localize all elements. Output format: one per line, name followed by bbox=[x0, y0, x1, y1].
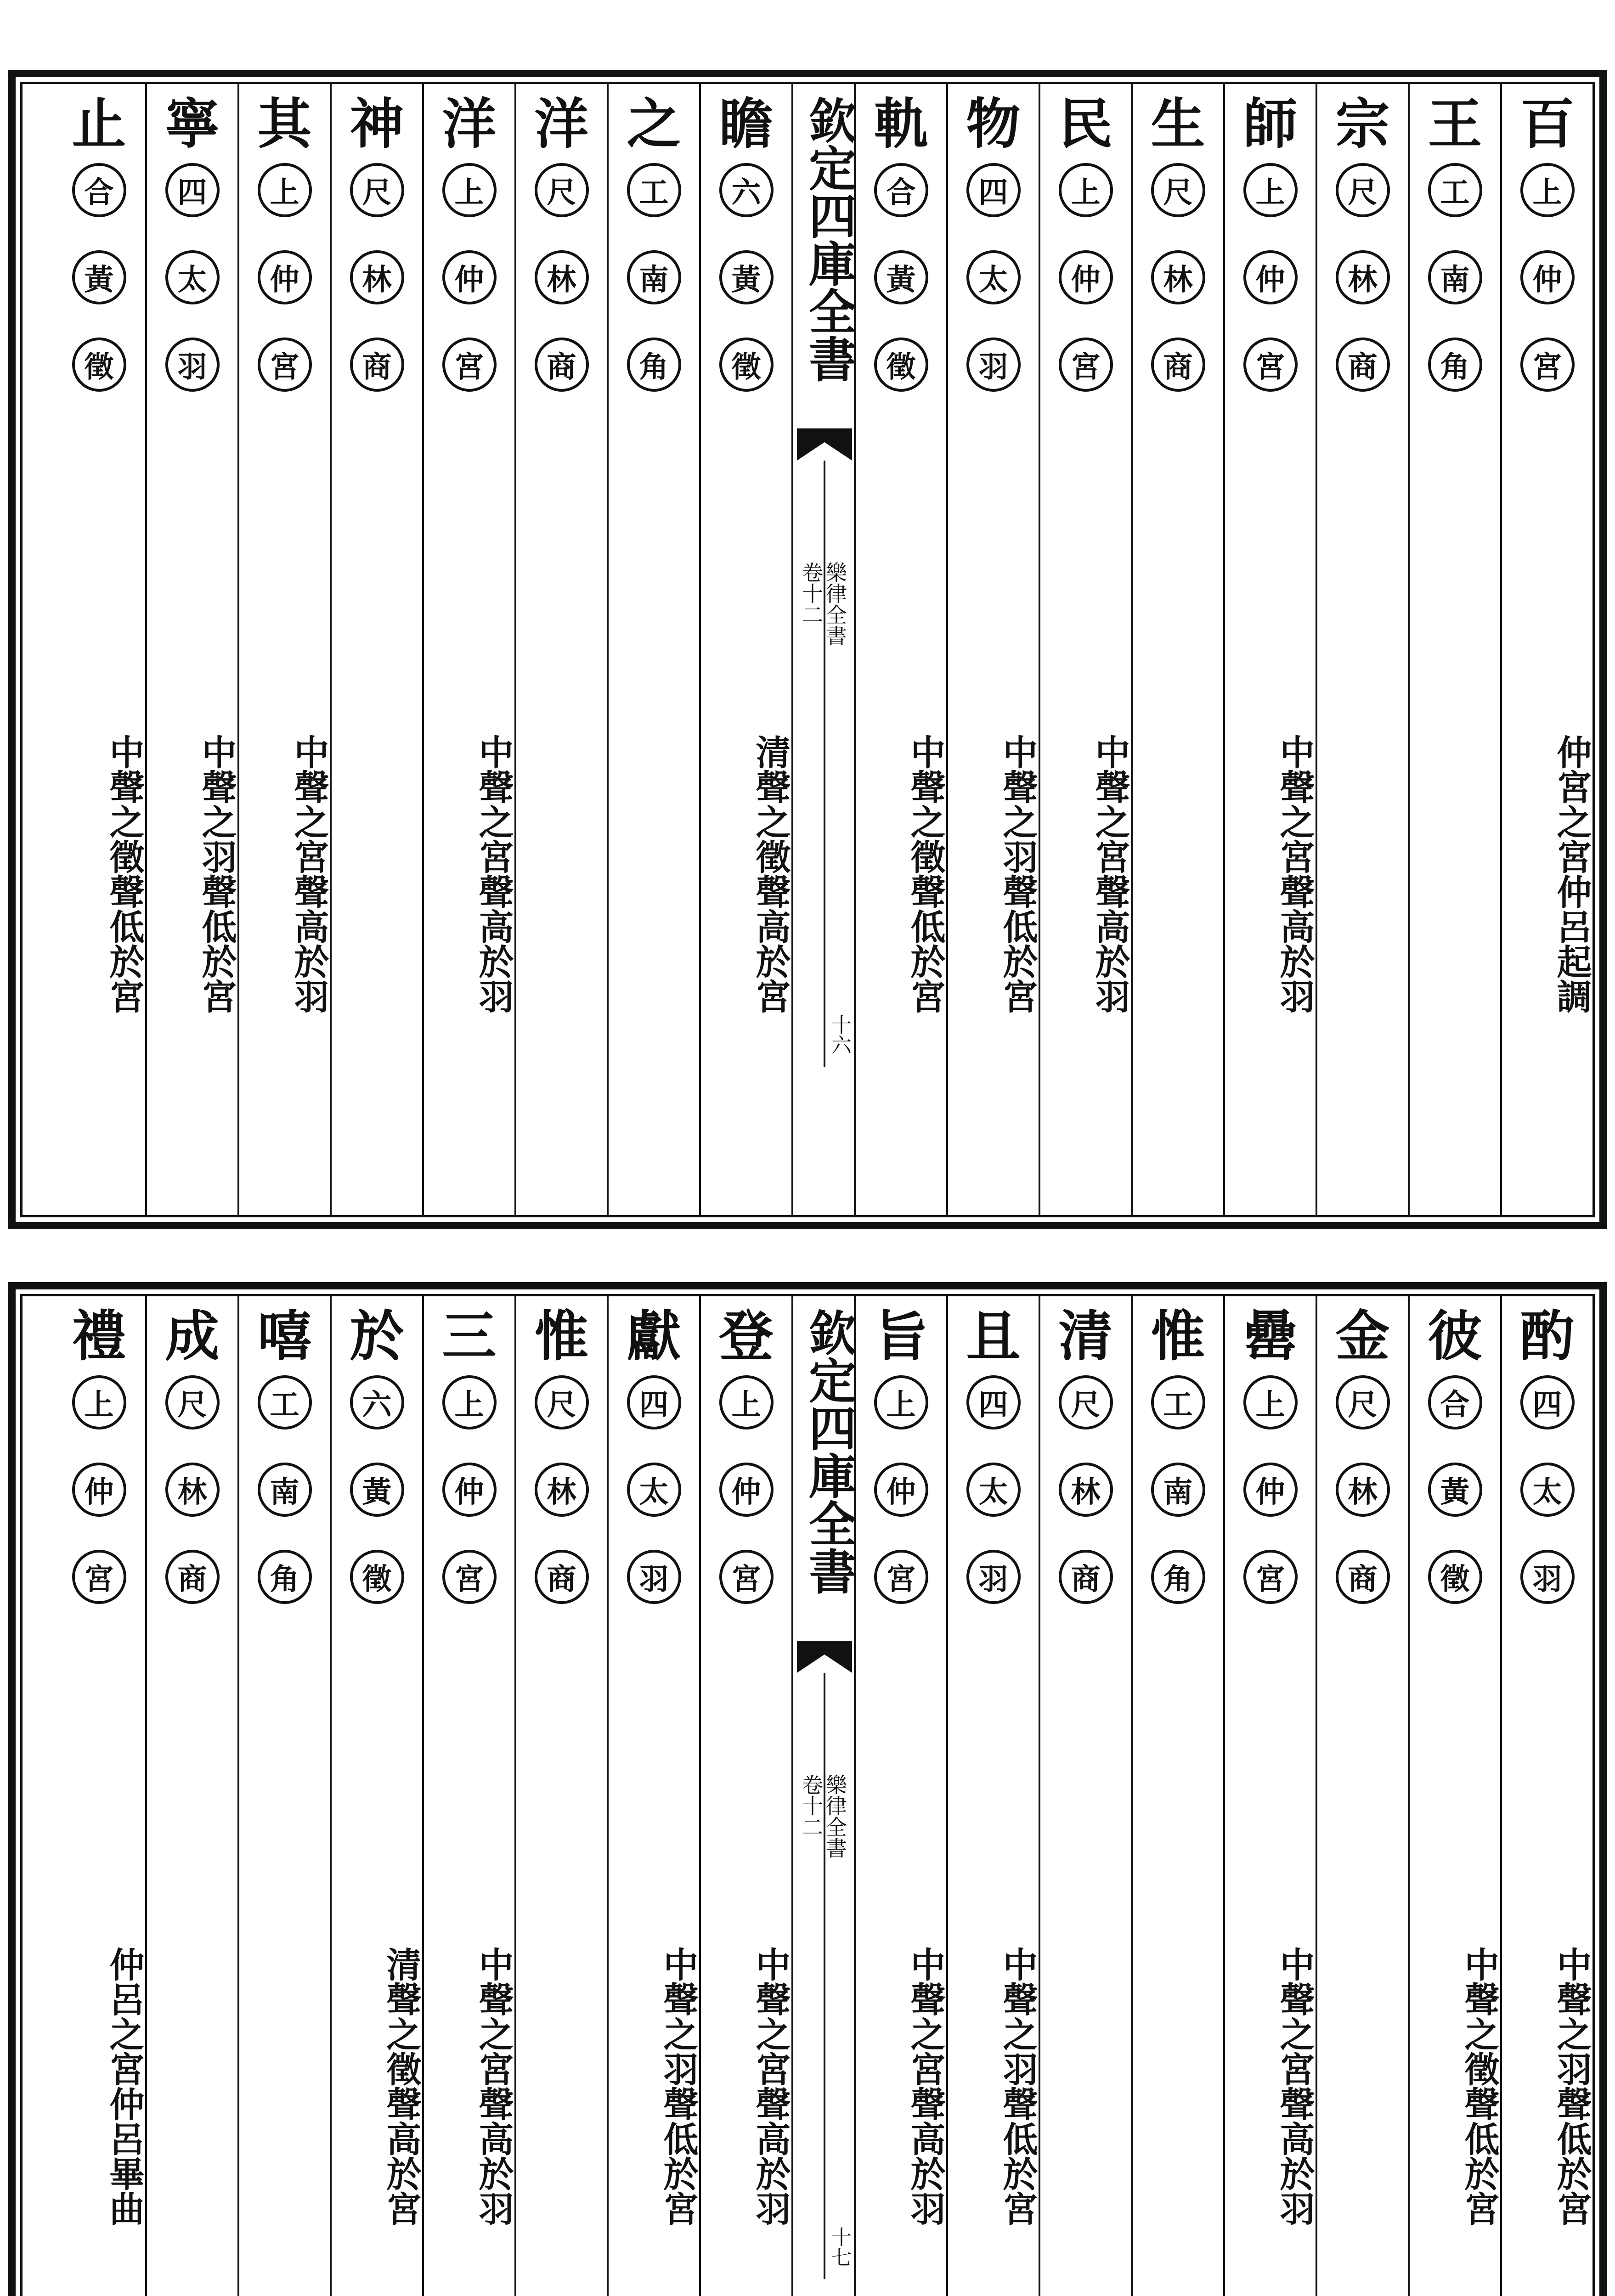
text-column bbox=[145, 1296, 237, 2296]
notation-circle: 宮 bbox=[1059, 338, 1113, 392]
lyric-character: 洋 bbox=[534, 92, 589, 156]
lyric-character: 之 bbox=[627, 92, 681, 156]
notation-circle: 黃 bbox=[350, 1463, 404, 1517]
text-column bbox=[1316, 84, 1408, 1215]
notation-circles bbox=[609, 1375, 699, 1637]
notation-circle: 仲 bbox=[1520, 250, 1575, 304]
lyric-character: 軌 bbox=[874, 92, 928, 156]
notation-circles bbox=[53, 163, 145, 425]
lyric-character: 酌 bbox=[1520, 1304, 1575, 1368]
lyric-character: 瞻 bbox=[719, 92, 774, 156]
notation-circles bbox=[1317, 163, 1408, 425]
notation-circle: 商 bbox=[350, 338, 404, 392]
annotation-note: 中聲之宮聲高於羽 bbox=[750, 1947, 791, 2226]
annotation-note: 清聲之徵聲高於宮 bbox=[750, 734, 791, 1013]
text-column bbox=[854, 1296, 946, 2296]
lyric-character: 罍 bbox=[1243, 1304, 1298, 1368]
lyric-character: 金 bbox=[1335, 1304, 1390, 1368]
notation-circle: 工 bbox=[1151, 1375, 1205, 1429]
notation-circle: 商 bbox=[1151, 338, 1205, 392]
text-column bbox=[946, 1296, 1039, 2296]
lyric-character: 嘻 bbox=[257, 1304, 312, 1368]
notation-circle: 林 bbox=[165, 1463, 220, 1517]
book-title: 欽定四庫全書 bbox=[801, 1308, 857, 1595]
notation-circle: 仲 bbox=[1243, 250, 1298, 304]
annotation-note: 中聲之羽聲低於宮 bbox=[997, 1947, 1038, 2226]
notation-circle: 尺 bbox=[165, 1375, 220, 1429]
annotation-note: 中聲之羽聲低於宮 bbox=[658, 1947, 699, 2226]
center-fold-column bbox=[791, 1296, 857, 2296]
annotation-note: 中聲之宮聲高於羽 bbox=[1274, 1947, 1315, 2226]
notation-circles bbox=[701, 163, 791, 425]
text-column bbox=[699, 1296, 791, 2296]
lyric-character: 生 bbox=[1151, 92, 1205, 156]
text-column bbox=[854, 84, 946, 1215]
notation-circles bbox=[948, 163, 1039, 425]
notation-circles bbox=[147, 163, 237, 425]
folio-number: 十七 bbox=[828, 2227, 851, 2267]
text-column bbox=[607, 1296, 699, 2296]
notation-circles bbox=[332, 163, 422, 425]
lyric-character: 其 bbox=[257, 92, 312, 156]
notation-circle: 商 bbox=[1336, 1550, 1390, 1604]
notation-circle: 太 bbox=[966, 1463, 1021, 1517]
text-column bbox=[1408, 1296, 1500, 2296]
notation-circle: 商 bbox=[165, 1550, 220, 1604]
notation-circles bbox=[1502, 1375, 1592, 1637]
notation-circle: 上 bbox=[874, 1375, 928, 1429]
lyric-character: 三 bbox=[442, 1304, 497, 1368]
annotation-note: 中聲之徵聲低於宮 bbox=[104, 734, 145, 1013]
notation-circle: 合 bbox=[72, 163, 126, 217]
bottom-page-inner-frame bbox=[20, 1294, 1595, 2296]
notation-circle: 仲 bbox=[442, 1463, 497, 1517]
annotation-note: 中聲之宮聲高於羽 bbox=[1274, 734, 1315, 1013]
text-column bbox=[330, 84, 422, 1215]
bottom-page bbox=[8, 1282, 1607, 2296]
annotation-note: 仲呂之宮仲呂畢曲 bbox=[104, 1947, 145, 2226]
notation-circles bbox=[1502, 163, 1592, 425]
notation-circle: 商 bbox=[1059, 1550, 1113, 1604]
notation-circle: 徵 bbox=[874, 338, 928, 392]
notation-circle: 林 bbox=[535, 1463, 589, 1517]
notation-circle: 尺 bbox=[1151, 163, 1205, 217]
notation-circle: 上 bbox=[442, 1375, 497, 1429]
text-column bbox=[1131, 1296, 1223, 2296]
annotation-note: 中聲之羽聲低於宮 bbox=[1551, 1947, 1592, 2226]
notation-circle: 商 bbox=[535, 1550, 589, 1604]
lyric-character: 神 bbox=[350, 92, 404, 156]
notation-circle: 羽 bbox=[627, 1550, 681, 1604]
lyric-character: 禮 bbox=[72, 1304, 126, 1368]
text-column bbox=[53, 1296, 145, 2296]
text-column bbox=[514, 84, 607, 1215]
text-column bbox=[1408, 84, 1500, 1215]
notation-circle: 角 bbox=[1151, 1550, 1205, 1604]
annotation-note: 中聲之羽聲低於宮 bbox=[997, 734, 1038, 1013]
notation-circle: 角 bbox=[1428, 338, 1482, 392]
text-column bbox=[1223, 84, 1316, 1215]
notation-circles bbox=[424, 163, 514, 425]
notation-circle: 林 bbox=[1059, 1463, 1113, 1517]
notation-circles bbox=[948, 1375, 1039, 1637]
notation-circle: 仲 bbox=[258, 250, 312, 304]
lyric-character: 物 bbox=[966, 92, 1021, 156]
folio-number: 十六 bbox=[828, 1014, 851, 1055]
notation-circle: 四 bbox=[1520, 1375, 1575, 1429]
notation-circle: 徵 bbox=[1428, 1550, 1482, 1604]
lyric-character: 寧 bbox=[165, 92, 220, 156]
notation-circle: 仲 bbox=[1059, 250, 1113, 304]
notation-circle: 太 bbox=[165, 250, 220, 304]
lyric-character: 於 bbox=[350, 1304, 404, 1368]
notation-circle: 上 bbox=[1243, 163, 1298, 217]
notation-circle: 黃 bbox=[72, 250, 126, 304]
notation-circles bbox=[1225, 163, 1316, 425]
notation-circle: 工 bbox=[258, 1375, 312, 1429]
notation-circle: 宮 bbox=[1243, 338, 1298, 392]
notation-circle: 太 bbox=[966, 250, 1021, 304]
notation-circle: 上 bbox=[719, 1375, 774, 1429]
notation-circle: 宮 bbox=[1243, 1550, 1298, 1604]
notation-circle: 仲 bbox=[719, 1463, 774, 1517]
lyric-character: 百 bbox=[1520, 92, 1575, 156]
notation-circle: 六 bbox=[350, 1375, 404, 1429]
text-column bbox=[422, 1296, 514, 2296]
notation-circles bbox=[1040, 1375, 1131, 1637]
notation-circle: 四 bbox=[966, 1375, 1021, 1429]
notation-circle: 宮 bbox=[874, 1550, 928, 1604]
notation-circle: 羽 bbox=[966, 1550, 1021, 1604]
notation-circle: 宮 bbox=[72, 1550, 126, 1604]
bottom-page-columns bbox=[23, 1296, 1592, 2296]
lyric-character: 洋 bbox=[442, 92, 497, 156]
lyric-character: 惟 bbox=[534, 1304, 589, 1368]
notation-circle: 徵 bbox=[719, 338, 774, 392]
top-page-inner-frame bbox=[20, 82, 1595, 1217]
notation-circle: 商 bbox=[535, 338, 589, 392]
text-column bbox=[53, 84, 145, 1215]
lyric-character: 清 bbox=[1058, 1304, 1113, 1368]
annotation-note: 中聲之宮聲高於羽 bbox=[473, 734, 514, 1013]
notation-circle: 合 bbox=[1428, 1375, 1482, 1429]
notation-circle: 尺 bbox=[1336, 163, 1390, 217]
lyric-character: 王 bbox=[1428, 92, 1482, 156]
notation-circle: 工 bbox=[627, 163, 681, 217]
annotation-note: 中聲之羽聲低於宮 bbox=[196, 734, 237, 1013]
notation-circles bbox=[53, 1375, 145, 1637]
notation-circle: 尺 bbox=[1336, 1375, 1390, 1429]
notation-circle: 仲 bbox=[442, 250, 497, 304]
notation-circle: 上 bbox=[1520, 163, 1575, 217]
notation-circle: 羽 bbox=[165, 338, 220, 392]
notation-circle: 合 bbox=[874, 163, 928, 217]
annotation-note: 中聲之宮聲高於羽 bbox=[1090, 734, 1130, 1013]
notation-circle: 四 bbox=[966, 163, 1021, 217]
book-subtitle: 樂律全書 bbox=[823, 562, 847, 646]
text-column bbox=[237, 84, 330, 1215]
notation-circle: 上 bbox=[1059, 163, 1113, 217]
notation-circle: 南 bbox=[1151, 1463, 1205, 1517]
notation-circle: 宮 bbox=[719, 1550, 774, 1604]
notation-circles bbox=[1040, 163, 1131, 425]
annotation-note: 中聲之宮聲高於羽 bbox=[288, 734, 329, 1013]
notation-circle: 南 bbox=[627, 250, 681, 304]
notation-circles bbox=[239, 1375, 330, 1637]
lyric-character: 止 bbox=[72, 92, 126, 156]
notation-circle: 角 bbox=[627, 338, 681, 392]
notation-circle: 黃 bbox=[719, 250, 774, 304]
top-page bbox=[8, 70, 1607, 1229]
notation-circle: 商 bbox=[1336, 338, 1390, 392]
notation-circles bbox=[516, 1375, 607, 1637]
notation-circle: 南 bbox=[258, 1463, 312, 1517]
notation-circle: 仲 bbox=[1243, 1463, 1298, 1517]
notation-circle: 角 bbox=[258, 1550, 312, 1604]
notation-circle: 林 bbox=[1336, 1463, 1390, 1517]
notation-circle: 上 bbox=[442, 163, 497, 217]
lyric-character: 且 bbox=[966, 1304, 1021, 1368]
notation-circle: 宮 bbox=[1520, 338, 1575, 392]
annotation-note: 中聲之徵聲低於宮 bbox=[905, 734, 946, 1013]
notation-circle: 太 bbox=[1520, 1463, 1575, 1517]
notation-circle: 四 bbox=[627, 1375, 681, 1429]
notation-circle: 羽 bbox=[1520, 1550, 1575, 1604]
text-column bbox=[514, 1296, 607, 2296]
notation-circle: 仲 bbox=[72, 1463, 126, 1517]
text-column bbox=[1223, 1296, 1316, 2296]
book-title: 欽定四庫全書 bbox=[801, 96, 857, 383]
annotation-note: 中聲之宮聲高於羽 bbox=[905, 1947, 946, 2226]
notation-circle: 黃 bbox=[874, 250, 928, 304]
center-rule-line bbox=[824, 1673, 825, 2279]
notation-circles bbox=[701, 1375, 791, 1637]
center-fold-column bbox=[791, 84, 857, 1215]
notation-circle: 徵 bbox=[72, 338, 126, 392]
notation-circles bbox=[147, 1375, 237, 1637]
lyric-character: 惟 bbox=[1151, 1304, 1205, 1368]
notation-circle: 上 bbox=[1243, 1375, 1298, 1429]
notation-circle: 林 bbox=[1336, 250, 1390, 304]
notation-circle: 宮 bbox=[442, 1550, 497, 1604]
annotation-note: 中聲之徵聲低於宮 bbox=[1459, 1947, 1500, 2226]
annotation-note: 中聲之宮聲高於羽 bbox=[473, 1947, 514, 2226]
notation-circles bbox=[1410, 1375, 1500, 1637]
text-column bbox=[1316, 1296, 1408, 2296]
notation-circle: 工 bbox=[1428, 163, 1482, 217]
text-column bbox=[946, 84, 1039, 1215]
annotation-note: 仲宮之宮仲呂起調 bbox=[1551, 734, 1592, 1013]
annotation-note: 清聲之徵聲高於宮 bbox=[381, 1947, 422, 2226]
text-column bbox=[1039, 1296, 1131, 2296]
notation-circles bbox=[1410, 163, 1500, 425]
lyric-character: 旨 bbox=[874, 1304, 928, 1368]
notation-circle: 上 bbox=[258, 163, 312, 217]
lyric-character: 成 bbox=[165, 1304, 220, 1368]
book-subtitle: 樂律全書 bbox=[823, 1774, 847, 1858]
volume-label: 卷十二 bbox=[799, 1774, 824, 1837]
notation-circles bbox=[856, 1375, 946, 1637]
lyric-character: 登 bbox=[719, 1304, 774, 1368]
text-column bbox=[1131, 84, 1223, 1215]
notation-circle: 六 bbox=[719, 163, 774, 217]
notation-circle: 林 bbox=[350, 250, 404, 304]
notation-circles bbox=[609, 163, 699, 425]
center-rule-line bbox=[824, 461, 825, 1067]
notation-circle: 徵 bbox=[350, 1550, 404, 1604]
notation-circle: 尺 bbox=[535, 163, 589, 217]
lyric-character: 彼 bbox=[1428, 1304, 1482, 1368]
notation-circles bbox=[1317, 1375, 1408, 1637]
text-column bbox=[699, 84, 791, 1215]
notation-circles bbox=[239, 163, 330, 425]
notation-circle: 林 bbox=[1151, 250, 1205, 304]
text-column bbox=[1500, 1296, 1592, 2296]
text-column bbox=[1500, 84, 1592, 1215]
text-column bbox=[422, 84, 514, 1215]
notation-circle: 黃 bbox=[1428, 1463, 1482, 1517]
notation-circles bbox=[1133, 163, 1223, 425]
text-column bbox=[607, 84, 699, 1215]
notation-circle: 南 bbox=[1428, 250, 1482, 304]
lyric-character: 獻 bbox=[627, 1304, 681, 1368]
lyric-character: 宗 bbox=[1335, 92, 1390, 156]
notation-circles bbox=[1225, 1375, 1316, 1637]
notation-circle: 尺 bbox=[535, 1375, 589, 1429]
notation-circle: 四 bbox=[165, 163, 220, 217]
notation-circle: 宮 bbox=[258, 338, 312, 392]
text-column bbox=[1039, 84, 1131, 1215]
notation-circle: 仲 bbox=[874, 1463, 928, 1517]
text-column bbox=[330, 1296, 422, 2296]
notation-circle: 太 bbox=[627, 1463, 681, 1517]
notation-circle: 尺 bbox=[350, 163, 404, 217]
notation-circles bbox=[516, 163, 607, 425]
notation-circles bbox=[1133, 1375, 1223, 1637]
volume-label: 卷十二 bbox=[799, 562, 824, 625]
notation-circle: 林 bbox=[535, 250, 589, 304]
text-column bbox=[237, 1296, 330, 2296]
fish-tail-mark-icon bbox=[797, 428, 852, 461]
fish-tail-mark-icon bbox=[797, 1641, 852, 1673]
top-page-columns bbox=[23, 84, 1592, 1215]
notation-circles bbox=[856, 163, 946, 425]
notation-circle: 尺 bbox=[1059, 1375, 1113, 1429]
notation-circles bbox=[332, 1375, 422, 1637]
notation-circles bbox=[424, 1375, 514, 1637]
notation-circle: 羽 bbox=[966, 338, 1021, 392]
text-column bbox=[145, 84, 237, 1215]
lyric-character: 民 bbox=[1058, 92, 1113, 156]
notation-circle: 上 bbox=[72, 1375, 126, 1429]
lyric-character: 師 bbox=[1243, 92, 1298, 156]
notation-circle: 宮 bbox=[442, 338, 497, 392]
